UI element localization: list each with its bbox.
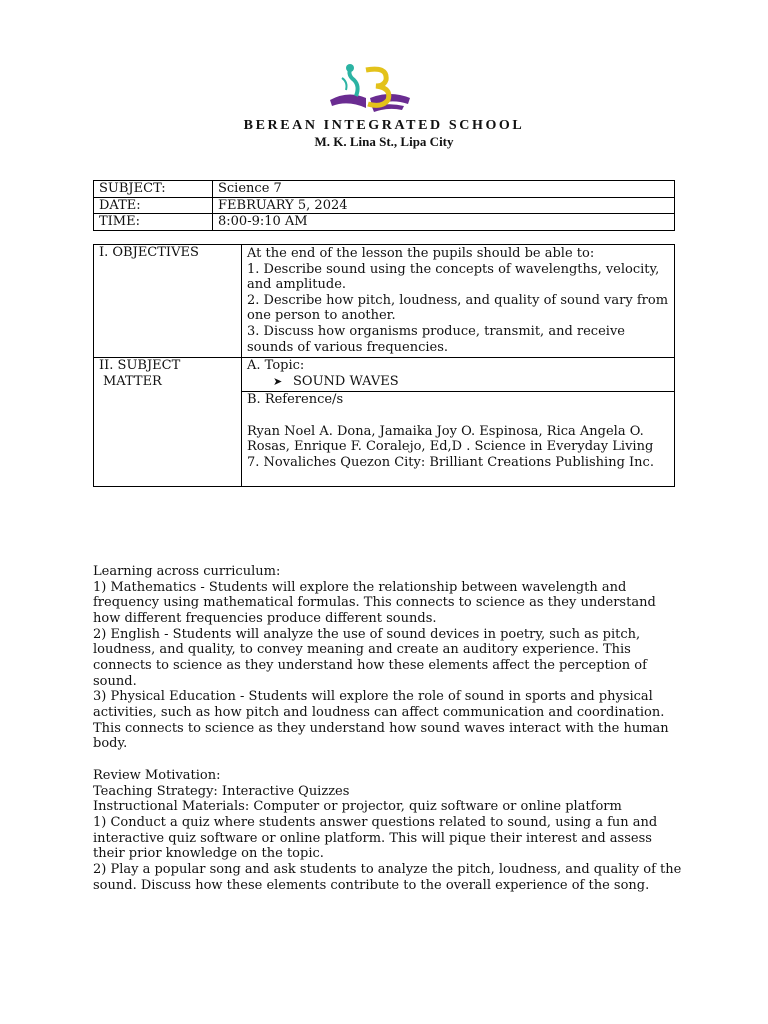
topic-text: SOUND WAVES <box>293 373 399 389</box>
objectives-content <box>242 245 675 358</box>
time-value: 8:00-9:10 AM <box>213 214 675 231</box>
reference-cell <box>242 392 675 487</box>
topic-item <box>247 374 669 390</box>
review-materials: Instructional Materials: Computer or projector, quiz software or online platform <box>93 799 622 815</box>
school-name: BEREAN INTEGRATED SCHOOL <box>243 118 525 133</box>
objectives-row <box>94 245 675 358</box>
curriculum-item: 1) Mathematics - Students will explore the relationship between wavelength and frequency using mathematical formulas. This connects to science as they understand how different frequencies produce different sounds. <box>93 579 656 626</box>
arrow-bullet-icon: ➤ <box>273 374 283 388</box>
objective-item: 2. Describe how pitch, loudness, and quality of sound vary from one person to another. <box>247 292 669 324</box>
curriculum-item: 3) Physical Education - Students will explore the role of sound in sports and physical activities, such as how pitch and loudness can affect communication and coordination. This connects to science as they understand how sound waves interact with the human body. <box>93 689 669 752</box>
date-label: DATE: <box>94 197 213 214</box>
table-row <box>94 214 675 231</box>
review-strategy: Teaching Strategy: Interactive Quizzes <box>93 783 350 799</box>
table-row <box>94 197 675 214</box>
review-item: 2) Play a popular song and ask students to analyze the pitch, loudness, and quality of the sound. Discuss how these elements contribute to the overall experience of the song. <box>93 861 682 893</box>
date-value: FEBRUARY 5, 2024 <box>213 197 675 214</box>
review-item: 1) Conduct a quiz where students answer questions related to sound, using a fun and interactive quiz software or online platform. This will pique their interest and assess their prior knowledge on the topic. <box>93 814 658 862</box>
school-address: M. K. Lina St., Lipa City <box>314 134 454 149</box>
objective-item: 1. Describe sound using the concepts of wavelengths, velocity, and amplitude. <box>247 261 660 293</box>
subject-matter-label-line2: MATTER <box>103 373 162 389</box>
topic-label: A. Topic: <box>247 358 305 373</box>
table-row <box>94 181 675 198</box>
objective-item: 3. Discuss how organisms produce, transmit, and receive sounds of various frequencies. <box>247 323 625 355</box>
curriculum-heading: Learning across curriculum: <box>93 564 281 579</box>
lesson-table <box>93 244 675 487</box>
subject-matter-label-line1: II. SUBJECT <box>99 358 181 373</box>
review-section <box>93 768 683 893</box>
subject-matter-row <box>94 358 675 392</box>
curriculum-section <box>93 564 683 752</box>
subject-label: SUBJECT: <box>94 181 213 198</box>
objectives-intro: At the end of the lesson the pupils should be able to: <box>247 246 595 261</box>
subject-matter-label <box>94 358 242 487</box>
objectives-label: I. OBJECTIVES <box>94 245 242 358</box>
reference-label: B. Reference/s <box>247 392 344 407</box>
curriculum-item: 2) English - Students will analyze the use of sound devices in poetry, such as pitch, loudness, and quality, to convey meaning and create an auditory experience. This connects to science as they understand how these elements affect the perception of sound. <box>93 626 647 689</box>
reference-text: Ryan Noel A. Dona, Jamaika Joy O. Espinosa, Rica Angela O. Rosas, Enrique F. Coralejo, Ed,D . Science in Everyday Living 7. Novaliches Quezon City: Brilliant Creations Publishing Inc. <box>247 423 654 470</box>
topic-cell <box>242 358 675 392</box>
review-heading: Review Motivation: <box>93 768 221 783</box>
time-label: TIME: <box>94 214 213 231</box>
info-table <box>93 180 675 231</box>
subject-value: Science 7 <box>213 181 675 198</box>
berean-logo-icon <box>326 60 414 116</box>
